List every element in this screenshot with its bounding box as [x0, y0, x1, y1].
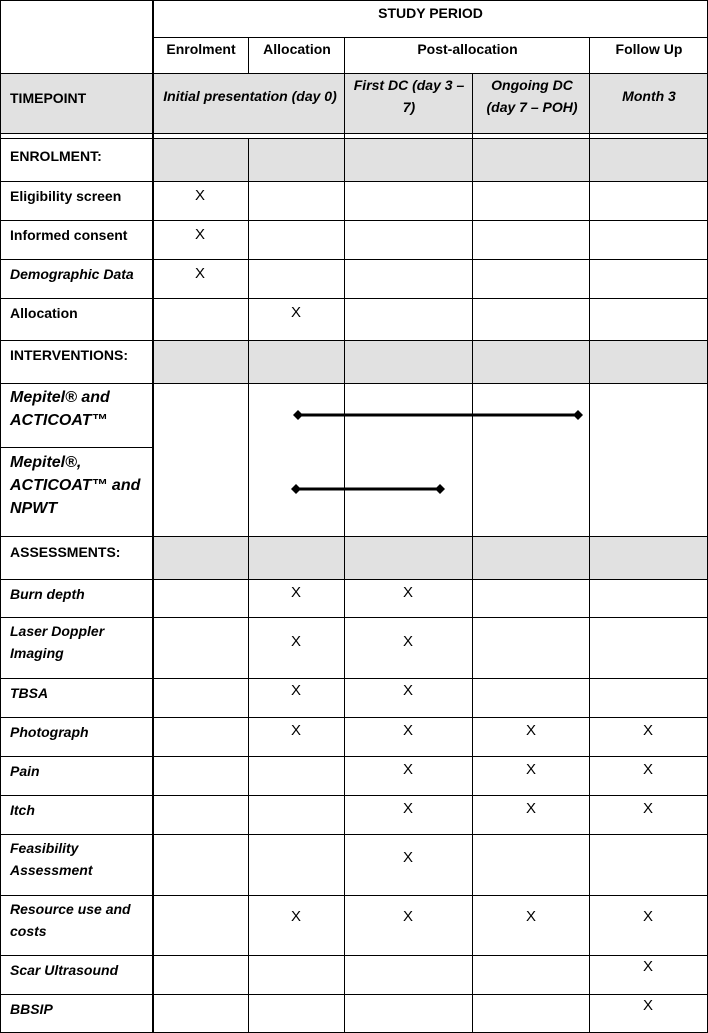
pain-label: Pain [10, 762, 40, 779]
timepoint-label: TIMEPOINT [10, 90, 87, 106]
mark-tbsa-allocation: X [290, 682, 301, 699]
mark-itch-ongoing-dc: X [525, 800, 536, 817]
scar-ultrasound-label: Scar Ultrasound [10, 961, 119, 978]
mark-resource-first-dc: X [402, 908, 413, 925]
mark-burn-depth-allocation: X [290, 584, 301, 601]
mepitel-acticoat-duration-bar [293, 410, 583, 420]
demographic-data-label: Demographic Data [10, 265, 134, 282]
mark-resource-allocation: X [290, 908, 301, 925]
ongoing-dc-header: Ongoing DC (day 7 – POH) [486, 77, 578, 115]
mark-laser-allocation: X [290, 633, 301, 650]
feasibility-label: Feasibility Assessment [10, 840, 93, 878]
laser-doppler-label: Laser Doppler Imaging [10, 623, 105, 661]
assessments-section-label: ASSESSMENTS: [10, 544, 121, 560]
enrolment-column-header: Enrolment [166, 41, 236, 57]
mark-itch-month3: X [642, 800, 653, 817]
enrolment-section-label: ENROLMENT: [10, 148, 102, 164]
mark-consent-enrolment: X [194, 226, 205, 243]
burn-depth-label: Burn depth [10, 586, 85, 602]
mark-allocation-allocation: X [290, 304, 301, 321]
post-allocation-column-header: Post-allocation [417, 41, 518, 57]
study-period-header: STUDY PERIOD [378, 5, 483, 21]
mark-feasibility-first-dc: X [402, 849, 413, 866]
resource-use-label: Resource use and costs [10, 901, 131, 939]
mepitel-acticoat-label: Mepitel® and ACTICOAT™ [10, 389, 110, 429]
mark-pain-month3: X [642, 761, 653, 778]
mepitel-acticoat-npwt-label: Mepitel®, ACTICOAT™ and NPWT [10, 453, 141, 517]
initial-presentation-header: Initial presentation (day 0) [163, 88, 337, 104]
bbsip-label: BBSIP [10, 1000, 53, 1017]
mark-laser-first-dc: X [402, 633, 413, 650]
allocation-column-header: Allocation [263, 41, 331, 57]
eligibility-screen-label: Eligibility screen [10, 187, 122, 204]
mark-bbsip-month3: X [642, 997, 653, 1014]
month-3-header: Month 3 [622, 88, 676, 104]
informed-consent-label: Informed consent [10, 226, 128, 243]
mark-eligibility-enrolment: X [194, 187, 205, 204]
mark-tbsa-first-dc: X [402, 682, 413, 699]
itch-label: Itch [10, 801, 35, 818]
mark-photo-ongoing-dc: X [525, 722, 536, 739]
mark-photo-month3: X [642, 722, 653, 739]
mark-resource-ongoing-dc: X [525, 908, 536, 925]
mark-pain-first-dc: X [402, 761, 413, 778]
mark-demographic-enrolment: X [194, 265, 205, 282]
photograph-label: Photograph [10, 723, 89, 740]
mark-resource-month3: X [642, 908, 653, 925]
mark-pain-ongoing-dc: X [525, 761, 536, 778]
allocation-row-label: Allocation [10, 304, 78, 321]
mark-itch-first-dc: X [402, 800, 413, 817]
interventions-section-label: INTERVENTIONS: [10, 347, 128, 363]
mark-photo-first-dc: X [402, 722, 413, 739]
tbsa-label: TBSA [10, 684, 49, 701]
mark-photo-allocation: X [290, 722, 301, 739]
first-dc-header: First DC (day 3 – 7) [353, 77, 465, 115]
mepitel-acticoat-npwt-duration-bar [291, 484, 445, 494]
mark-scar-month3: X [642, 958, 653, 975]
follow-up-column-header: Follow Up [615, 41, 683, 57]
mark-burn-depth-first-dc: X [402, 584, 413, 601]
